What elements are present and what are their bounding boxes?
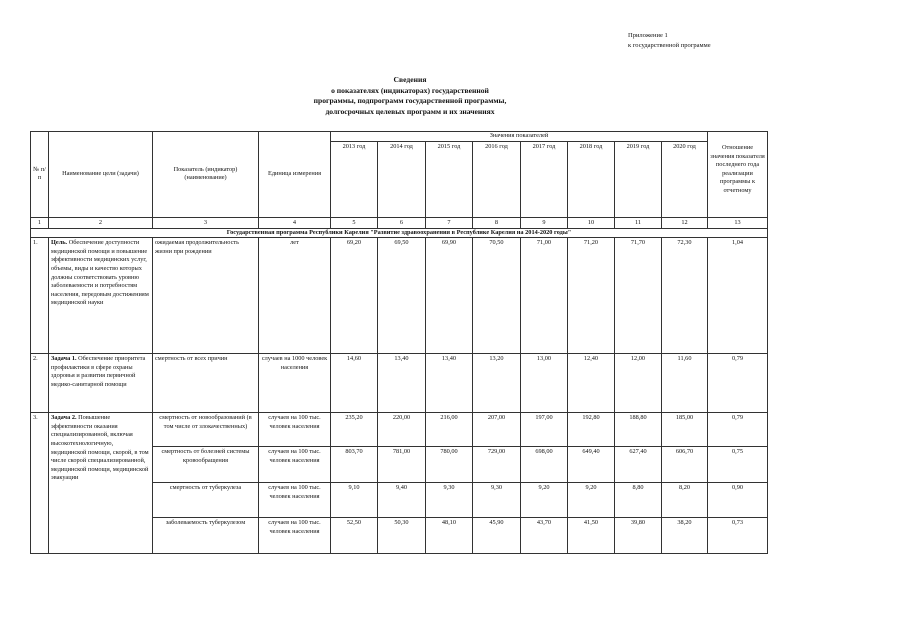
goal-cell xyxy=(49,238,153,354)
column-number: 5 xyxy=(331,217,378,228)
table-row xyxy=(31,238,768,354)
value-cell: 9,20 xyxy=(568,483,615,518)
value-cell: 9,40 xyxy=(378,483,426,518)
column-number: 2 xyxy=(49,217,153,228)
goal-cell xyxy=(49,413,153,554)
value-cell: 12,00 xyxy=(615,354,662,413)
unit-cell: случаев на 100 тыс. человек населения xyxy=(259,447,331,483)
header-year: 2019 год xyxy=(615,141,662,217)
document-title xyxy=(230,75,590,117)
column-number: 7 xyxy=(426,217,473,228)
indicator-cell: ожидаемая продолжительность жизни при рождении xyxy=(153,238,259,354)
header-year: 2014 год xyxy=(378,141,426,217)
header-goal: Наименование цели (задачи) xyxy=(49,132,153,218)
task-label: Задача 1. xyxy=(51,355,77,363)
row-number: 2. xyxy=(31,354,49,413)
value-cell: 197,00 xyxy=(521,413,568,447)
appendix-line-2: к государственной программе xyxy=(628,42,711,49)
value-cell: 13,20 xyxy=(473,354,521,413)
value-cell: 220,00 xyxy=(378,413,426,447)
ratio-cell: 0,79 xyxy=(708,413,768,447)
header-unit: Единица измерения xyxy=(259,132,331,218)
header-year: 2016 год xyxy=(473,141,521,217)
value-cell: 13,40 xyxy=(426,354,473,413)
value-cell: 9,10 xyxy=(331,483,378,518)
value-cell: 803,70 xyxy=(331,447,378,483)
column-number: 4 xyxy=(259,217,331,228)
header-no: № п/п xyxy=(31,132,49,218)
goal-text: Обеспечение доступности медицинской помощи и повышение эффективности медицинских услуг, объемы, виды и качество которых должны соответствовать уровню заболеваемости и потребностям населения, передовым достижениям медицинской науки xyxy=(51,239,149,307)
column-number: 6 xyxy=(378,217,426,228)
ratio-cell: 0,75 xyxy=(708,447,768,483)
header-ratio: Отношение значения показателя последнего года реализации программы к отчетному xyxy=(708,132,768,218)
task-text: Повышение эффективности оказания специализированной, включая высокотехнологичную, медицинской помощи, скорой, в том числе скорой специализированной, медицинской помощи, медицинской эвакуации xyxy=(51,414,149,482)
value-cell: 235,20 xyxy=(331,413,378,447)
indicator-cell: смертность от всех причин xyxy=(153,354,259,413)
value-cell: 45,90 xyxy=(473,518,521,554)
unit-cell: случаев на 100 тыс. человек населения xyxy=(259,483,331,518)
column-number: 11 xyxy=(615,217,662,228)
indicator-cell: смертность от новообразований (в том числе от злокачественных) xyxy=(153,413,259,447)
value-cell: 207,00 xyxy=(473,413,521,447)
value-cell: 69,50 xyxy=(378,238,426,354)
value-cell: 11,60 xyxy=(662,354,708,413)
title-line-3: программы, подпрограмм государственной программы, xyxy=(313,96,507,105)
value-cell: 185,00 xyxy=(662,413,708,447)
value-cell: 71,00 xyxy=(521,238,568,354)
value-cell: 216,00 xyxy=(426,413,473,447)
title-line-2: о показателях (индикаторах) государственной xyxy=(331,85,489,95)
row-number: 3. xyxy=(31,413,49,554)
value-cell: 192,80 xyxy=(568,413,615,447)
indicators-table xyxy=(30,131,768,554)
value-cell: 52,50 xyxy=(331,518,378,554)
row-number: 1. xyxy=(31,238,49,354)
task-text: Обеспечение приоритета профилактики в сфере охраны здоровья и развития первичной медико-санитарной помощи xyxy=(51,355,146,388)
ratio-cell: 0,90 xyxy=(708,483,768,518)
header-year: 2017 год xyxy=(521,141,568,217)
column-number: 1 xyxy=(31,217,49,228)
value-cell: 72,30 xyxy=(662,238,708,354)
table-row xyxy=(31,354,768,413)
value-cell: 9,30 xyxy=(473,483,521,518)
header-year: 2013 год xyxy=(331,141,378,217)
column-number: 13 xyxy=(708,217,768,228)
value-cell: 8,20 xyxy=(662,483,708,518)
appendix-note xyxy=(628,31,711,51)
value-cell: 627,40 xyxy=(615,447,662,483)
value-cell: 9,30 xyxy=(426,483,473,518)
column-number: 8 xyxy=(473,217,521,228)
unit-cell: случаев на 100 тыс. человек населения xyxy=(259,413,331,447)
column-number: 3 xyxy=(153,217,259,228)
indicator-cell: заболеваемость туберкулезом xyxy=(153,518,259,554)
value-cell: 71,70 xyxy=(615,238,662,354)
value-cell: 13,00 xyxy=(521,354,568,413)
value-cell: 698,00 xyxy=(521,447,568,483)
column-number: 9 xyxy=(521,217,568,228)
header-year: 2020 год xyxy=(662,141,708,217)
value-cell: 70,50 xyxy=(473,238,521,354)
value-cell: 13,40 xyxy=(378,354,426,413)
indicator-cell: смертность от туберкулеза xyxy=(153,483,259,518)
title-line-4: долгосрочных целевых программ и их значениях xyxy=(325,106,495,116)
value-cell: 188,80 xyxy=(615,413,662,447)
value-cell: 38,20 xyxy=(662,518,708,554)
task-label: Задача 2. xyxy=(51,414,77,422)
appendix-line-1: Приложение 1 xyxy=(628,32,668,39)
value-cell: 43,70 xyxy=(521,518,568,554)
value-cell: 649,40 xyxy=(568,447,615,483)
indicator-cell: смертность от болезней системы кровообращения xyxy=(153,447,259,483)
header-year: 2018 год xyxy=(568,141,615,217)
table-row xyxy=(31,413,768,447)
unit-cell: случаев на 100 тыс. человек населения xyxy=(259,518,331,554)
goal-cell xyxy=(49,354,153,413)
unit-cell: случаев на 1000 человек населения xyxy=(259,354,331,413)
value-cell: 780,00 xyxy=(426,447,473,483)
ratio-cell: 0,73 xyxy=(708,518,768,554)
goal-label: Цель. xyxy=(51,239,68,247)
value-cell: 729,00 xyxy=(473,447,521,483)
ratio-cell: 1,04 xyxy=(708,238,768,354)
ratio-cell: 0,79 xyxy=(708,354,768,413)
value-cell: 8,80 xyxy=(615,483,662,518)
value-cell: 71,20 xyxy=(568,238,615,354)
column-number: 12 xyxy=(662,217,708,228)
column-number: 10 xyxy=(568,217,615,228)
value-cell: 9,20 xyxy=(521,483,568,518)
value-cell: 69,20 xyxy=(331,238,378,354)
value-cell: 39,80 xyxy=(615,518,662,554)
value-cell: 781,00 xyxy=(378,447,426,483)
header-indicator: Показатель (индикатор) (наименование) xyxy=(153,132,259,218)
value-cell: 69,90 xyxy=(426,238,473,354)
value-cell: 41,50 xyxy=(568,518,615,554)
value-cell: 14,60 xyxy=(331,354,378,413)
column-numbers-row xyxy=(31,217,768,228)
title-line-1: Сведения xyxy=(393,75,427,84)
value-cell: 12,40 xyxy=(568,354,615,413)
header-year: 2015 год xyxy=(426,141,473,217)
value-cell: 606,70 xyxy=(662,447,708,483)
unit-cell: лет xyxy=(259,238,331,354)
value-cell: 50,30 xyxy=(378,518,426,554)
header-values-group: Значения показателей xyxy=(331,132,708,142)
program-title-row: Государственная программа Республики Карелия "Развитие здравоохранения в Республике Карелия на 2014-2020 годы" xyxy=(31,228,768,238)
value-cell: 48,10 xyxy=(426,518,473,554)
